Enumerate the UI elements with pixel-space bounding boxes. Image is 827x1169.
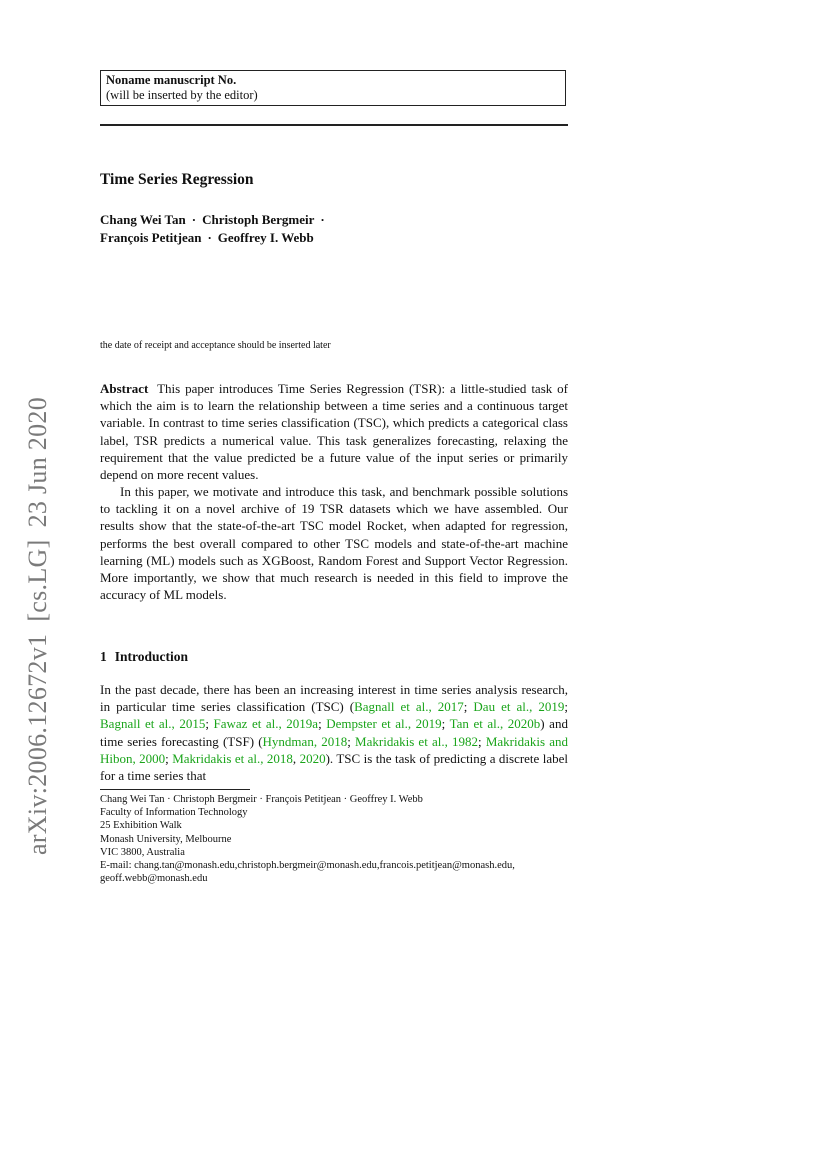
affiliation-authors: Chang Wei Tan · Christoph Bergmeir · François Petitjean · Geoffrey I. Webb — [100, 794, 423, 805]
section-title: Introduction — [114, 649, 189, 664]
editor-note: (will be inserted by the editor) — [106, 88, 258, 102]
section-heading — [100, 649, 188, 665]
citation-link[interactable]: Tan et al., 2020b — [449, 716, 541, 732]
citation-separator: , — [292, 750, 300, 766]
abstract-keyword: Abstract — [100, 381, 149, 396]
author-name: François Petitjean — [100, 230, 202, 245]
citation-link[interactable]: 2020 — [299, 750, 326, 766]
section-number: 1 — [100, 649, 107, 664]
author-separator: · — [207, 230, 212, 245]
author-line-2 — [100, 230, 314, 246]
arxiv-stamp — [23, 391, 53, 861]
citation-separator: ; — [318, 716, 327, 732]
affiliation-street: 25 Exhibition Walk — [100, 820, 182, 832]
arxiv-category: [cs.LG] — [23, 539, 52, 622]
author-name: Christoph Bergmeir — [202, 212, 315, 227]
arxiv-date: 23 Jun 2020 — [23, 397, 52, 528]
citation-link[interactable]: Fawaz et al., 2019a — [213, 716, 319, 732]
citation-link[interactable]: Makridakis et al., 1982 — [355, 733, 479, 749]
footnote-rule — [100, 789, 250, 790]
abstract-text: This paper introduces Time Series Regression (TSR): a little-studied task of which the aim is to learn the relationship between a time series and a continuous target variable. In contrast to time series classification (TSC), which predicts a categorical class label, TSR predicts a numerical value. This task generalizes forecasting, relaxing the requirement that the value predicted be a future value of the input series or primarily depend on more recent values. — [100, 381, 569, 483]
citation-separator: ; — [347, 733, 356, 749]
affiliation-postcode: VIC 3800, Australia — [100, 846, 185, 858]
citation-link[interactable]: Dau et al., 2019 — [473, 699, 565, 715]
author-name: Chang Wei Tan — [100, 212, 186, 227]
affiliation-block — [100, 793, 600, 885]
citation-link[interactable]: Dempster et al., 2019 — [326, 716, 442, 732]
manuscript-number: Noname manuscript No. — [106, 73, 237, 87]
citation-separator: ; — [205, 716, 214, 732]
citation-link[interactable]: Bagnall et al., 2015 — [100, 716, 206, 732]
citation-separator: ; — [463, 699, 474, 715]
citation-separator: ; — [478, 733, 486, 749]
citation-link[interactable]: Makridakis et al., 2018 — [172, 750, 293, 766]
date-note: the date of receipt and acceptance should be inserted later — [100, 340, 331, 351]
citation-link[interactable]: Makridakis and Hibon, 2000 — [100, 733, 568, 766]
header-rule — [100, 124, 568, 126]
intro-text: ). TSC is the task of predicting a discrete label for a time series that — [100, 750, 568, 784]
affiliation-department: Faculty of Information Technology — [100, 807, 248, 819]
intro-text: ) and time series forecasting (TSF) ( — [100, 716, 568, 749]
intro-paragraph — [100, 681, 568, 784]
manuscript-header-box — [100, 70, 566, 106]
author-separator: · — [320, 212, 325, 227]
author-line-1 — [100, 212, 331, 228]
affiliation-email: E-mail: chang.tan@monash.edu,christoph.bergmeir@monash.edu,francois.petitjean@monash.edu, — [100, 860, 515, 872]
author-name: Geoffrey I. Webb — [217, 230, 314, 245]
citation-separator: ; — [165, 750, 173, 766]
abstract-paragraph-1 — [100, 380, 568, 483]
author-separator: · — [191, 212, 197, 227]
abstract-paragraph-2: In this paper, we motivate and introduce this task, and benchmark possible solutions to tackling it on a novel archive of 19 TSR datasets which we have assembled. Our results show that the state-of-the-art TSC model Rocket, when adapted for regression, performs the best overall compared to other TSC models and state-of-the-art machine learning (ML) models such as XGBoost, Random Forest and Support Vector Regression. More importantly, we show that much research is needed in this field to improve the accuracy of ML models. — [100, 484, 568, 603]
citation-separator: ; — [441, 716, 450, 732]
citation-separator: ; — [564, 699, 568, 715]
arxiv-id: arXiv:2006.12672v1 — [23, 633, 52, 855]
affiliation-email-cont: geoff.webb@monash.edu — [100, 873, 208, 885]
citation-link[interactable]: Bagnall et al., 2017 — [354, 699, 464, 715]
citation-link[interactable]: Hyndman, 2018 — [262, 733, 348, 749]
affiliation-university: Monash University, Melbourne — [100, 833, 232, 845]
paper-title: Time Series Regression — [100, 171, 254, 188]
intro-text: In the past decade, there has been an increasing interest in time series analysis research, in particular time series classification (TSC) ( — [100, 682, 568, 715]
